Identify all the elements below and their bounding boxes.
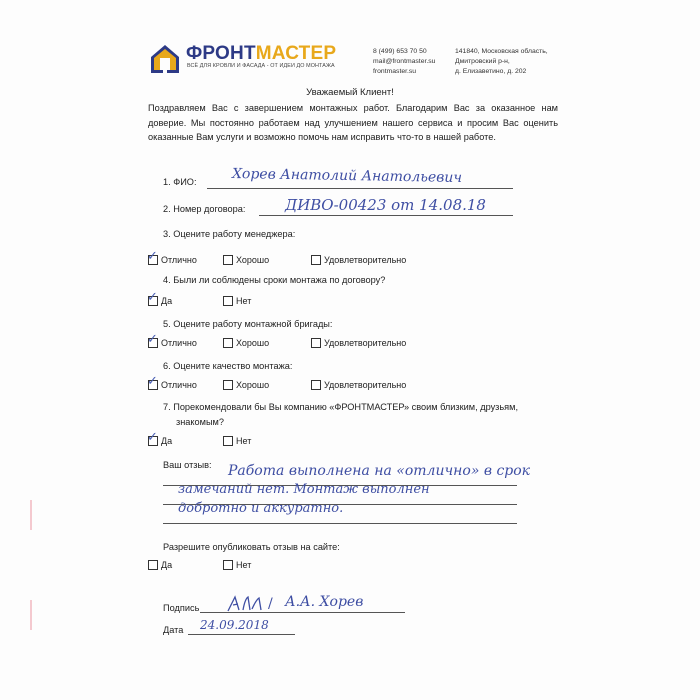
address-line: Дмитровский р-н, [455, 58, 510, 65]
website: frontmaster.su [373, 68, 417, 75]
checkbox[interactable] [223, 338, 233, 348]
option-label: Удовлетворительно [324, 255, 407, 265]
q3-option-satisfactory[interactable] [311, 255, 406, 265]
option-label: Хорошо [236, 338, 270, 348]
address-block [455, 47, 548, 77]
signature-separator: / [268, 596, 273, 612]
address-line: д. Елизаветино, д. 202 [455, 68, 527, 75]
question-crew: 5. Оцените работу монтажной бригады: [163, 319, 333, 329]
publish-question: Разрешите опубликовать отзыв на сайте: [163, 542, 340, 552]
signature-name[interactable]: А.А. Хорев [285, 594, 364, 610]
question-deadlines: 4. Были ли соблюдены сроки монтажа по договору? [163, 275, 386, 285]
signature-label: Подпись [163, 603, 200, 613]
margin-mark [30, 500, 32, 530]
question-manager: 3. Оцените работу менеджера: [163, 229, 296, 239]
publish-option-no[interactable] [223, 560, 251, 570]
fio-answer[interactable]: Хорев Анатолий Анатольевич [231, 165, 463, 187]
email-address: mail@frontmaster.su [373, 58, 436, 65]
question-quality: 6. Оцените качество монтажа: [163, 361, 293, 371]
question-contract: 2. Номер договора: [163, 204, 246, 214]
checkbox[interactable] [223, 255, 233, 265]
q5-option-satisfactory[interactable] [311, 338, 406, 348]
review-line [163, 523, 517, 524]
q6-option-excellent[interactable] [147, 374, 197, 390]
checkbox[interactable] [223, 380, 233, 390]
option-label: Отлично [161, 380, 197, 390]
option-label: Да [161, 560, 173, 570]
option-label: Удовлетворительно [324, 338, 407, 348]
option-label: Да [161, 296, 173, 306]
checkbox[interactable] [147, 430, 158, 446]
review-label: Ваш отзыв: [163, 460, 212, 470]
checkbox[interactable] [223, 296, 233, 306]
date-underline [188, 634, 295, 635]
brand-tagline: ВСЁ ДЛЯ КРОВЛИ И ФАСАДА - ОТ ИДЕИ ДО МОНТАЖА [187, 63, 335, 69]
phone-number: 8 (499) 653 70 50 [373, 48, 427, 55]
q6-option-good[interactable] [223, 380, 269, 390]
fio-underline [207, 188, 513, 189]
q7-option-no[interactable] [223, 436, 251, 446]
check-mark-icon: ✓ [147, 374, 158, 389]
option-label: Нет [236, 296, 252, 306]
date-value[interactable]: 24.09.2018 [200, 618, 269, 632]
checkbox[interactable] [311, 380, 321, 390]
option-label: Да [161, 436, 173, 446]
publish-option-yes[interactable] [148, 560, 172, 570]
q5-option-good[interactable] [223, 338, 269, 348]
q7-option-yes[interactable] [147, 430, 173, 446]
question-fio: 1. ФИО: [163, 177, 197, 187]
checkbox[interactable] [147, 332, 158, 348]
check-mark-icon: ✓ [147, 332, 158, 347]
contract-underline [259, 215, 513, 216]
q3-option-good[interactable] [223, 255, 269, 265]
check-mark-icon: ✓ [147, 290, 158, 305]
signature-scribble-icon [226, 594, 266, 614]
intro-paragraph: Поздравляем Вас с завершением монтажных работ. Благодарим Вас за оказанное нам доверие. Мы постоянно работаем над улучшением нашего сервиса и просим Вас оценить оказанные Вам услуги и возможно помочь нам исправить что-то в нашей работе. [148, 103, 558, 142]
review-text-line2[interactable]: замечаний нет. Монтаж выполнен [178, 482, 430, 497]
margin-mark [30, 600, 32, 630]
house-logo-icon [150, 44, 180, 74]
option-label: Хорошо [236, 255, 270, 265]
check-mark-icon: ✓ [147, 430, 158, 445]
q3-option-excellent[interactable] [147, 249, 197, 265]
option-label: Отлично [161, 338, 197, 348]
checkbox[interactable] [148, 560, 158, 570]
question-recommend: 7. Порекомендовали бы Вы компанию «ФРОНТМАСТЕР» своим близким, друзьям, [163, 402, 519, 412]
q4-option-no[interactable] [223, 296, 251, 306]
checkbox[interactable] [311, 255, 321, 265]
q4-option-yes[interactable] [147, 290, 173, 306]
q6-option-satisfactory[interactable] [311, 380, 406, 390]
checkbox[interactable] [147, 290, 158, 306]
checkbox[interactable] [223, 560, 233, 570]
review-text-line3[interactable]: добротно и аккуратно. [178, 501, 344, 516]
review-text-line1[interactable]: Работа выполнена на «отлично» в срок [228, 463, 531, 479]
option-label: Отлично [161, 255, 197, 265]
contact-block [373, 47, 435, 77]
option-label: Хорошо [236, 380, 270, 390]
option-label: Нет [236, 436, 252, 446]
option-label: Нет [236, 560, 252, 570]
option-label: Удовлетворительно [324, 380, 407, 390]
q5-option-excellent[interactable] [147, 332, 197, 348]
address-line: 141840, Московская область, [455, 48, 548, 55]
brand-name: ФРОНТМАСТЕР [186, 43, 337, 64]
checkbox[interactable] [311, 338, 321, 348]
contract-answer[interactable]: ДИВО-00423 от 14.08.18 [285, 196, 486, 214]
greeting-heading: Уважаемый Клиент! [306, 87, 394, 98]
check-mark-icon: ✓ [147, 249, 158, 264]
checkbox[interactable] [223, 436, 233, 446]
question-recommend-line2: знакомым? [176, 417, 224, 427]
date-label: Дата [163, 625, 184, 635]
checkbox[interactable] [147, 374, 158, 390]
checkbox[interactable] [147, 249, 158, 265]
